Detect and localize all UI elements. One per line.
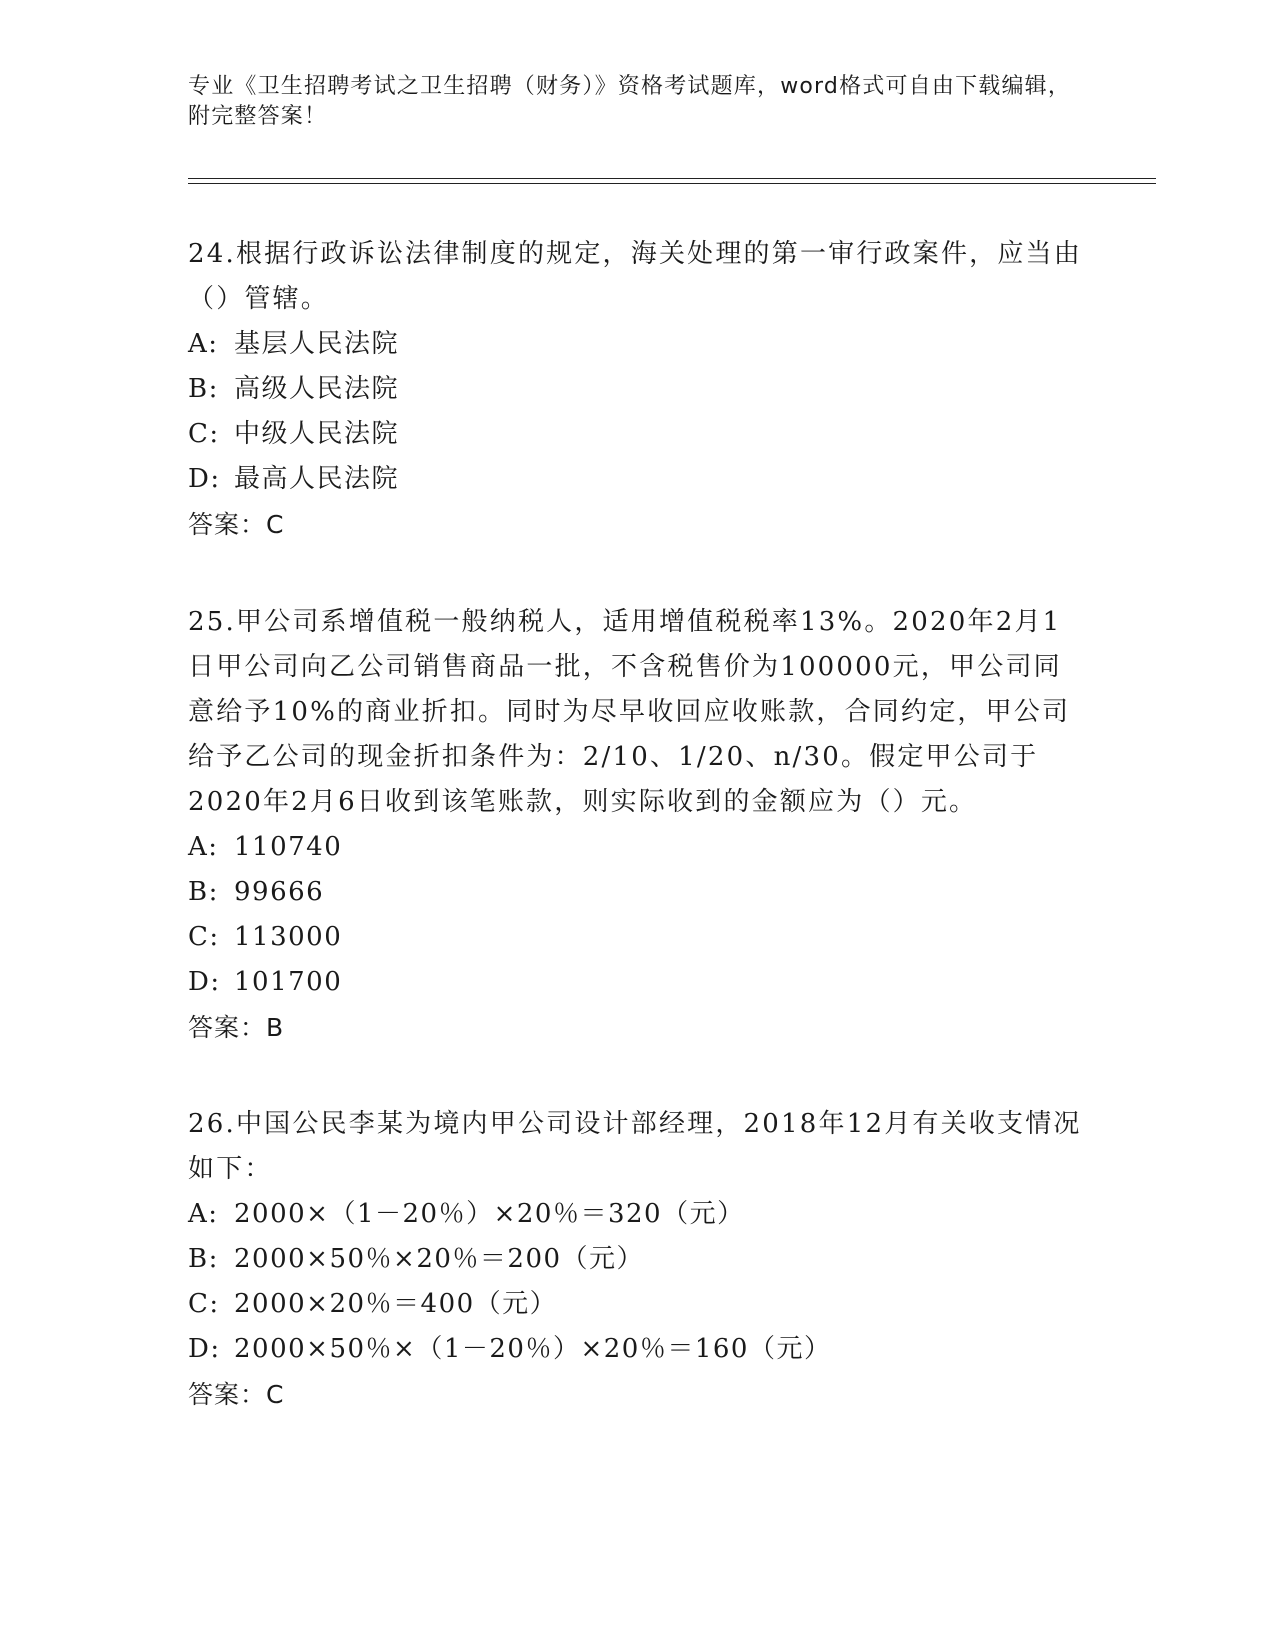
option-letter: A:: [188, 329, 219, 359]
option-c: [188, 412, 1088, 457]
option-letter: C:: [188, 922, 220, 952]
option-letter: B:: [188, 374, 219, 404]
option-d: [188, 457, 1088, 502]
option-c: [188, 1282, 1088, 1327]
question-25: [188, 600, 1088, 1050]
header-divider-top: [188, 178, 1156, 179]
option-text: 2000×（1－20％）×20％＝320（元）: [234, 1199, 745, 1229]
option-text: 高级人民法院: [234, 374, 400, 404]
option-text: 2000×20％＝400（元）: [234, 1289, 558, 1319]
option-text: 101700: [234, 967, 343, 997]
option-text: 2000×50％×20％＝200（元）: [234, 1244, 645, 1274]
option-text: 基层人民法院: [234, 329, 400, 359]
option-letter: C:: [188, 419, 220, 449]
option-b: [188, 1237, 1088, 1282]
option-letter: A:: [188, 832, 219, 862]
option-letter: B:: [188, 877, 219, 907]
option-text: 99666: [234, 877, 325, 907]
question-stem: 26.中国公民李某为境内甲公司设计部经理，2018年12月有关收支情况如下：: [188, 1109, 1082, 1184]
question-24: [188, 232, 1088, 547]
option-letter: D:: [188, 967, 221, 997]
option-text: 2000×50％×（1－20％）×20％＝160（元）: [234, 1334, 832, 1364]
document-description: 专业《卫生招聘考试之卫生招聘（财务）》资格考试题库，word格式可自由下载编辑，附完整答案！: [188, 74, 1072, 129]
answer-line: 答案：C: [188, 1380, 285, 1409]
option-letter: D:: [188, 1334, 221, 1364]
option-text: 113000: [234, 922, 343, 952]
header-divider-bottom: [188, 183, 1156, 184]
option-letter: D:: [188, 464, 221, 494]
option-text: 中级人民法院: [234, 419, 400, 449]
option-b: [188, 367, 1088, 412]
option-text: 110740: [234, 832, 343, 862]
option-letter: B:: [188, 1244, 219, 1274]
option-text: 最高人民法院: [234, 464, 400, 494]
option-a: [188, 825, 1088, 870]
answer-line: 答案：B: [188, 1013, 285, 1042]
option-d: [188, 1327, 1088, 1372]
option-letter: C:: [188, 1289, 220, 1319]
question-26: [188, 1102, 1088, 1417]
option-letter: A:: [188, 1199, 219, 1229]
option-a: [188, 322, 1088, 367]
answer-line: 答案：C: [188, 510, 285, 539]
question-stem: 25.甲公司系增值税一般纳税人，适用增值税税率13%。2020年2月1日甲公司向乙公司销售商品一批，不含税售价为100000元，甲公司同意给予10%的商业折扣。同时为尽早收回应收账款，合同约定，甲公司给予乙公司的现金折扣条件为：2/10、1/20、n/30。假定甲公司于2020年2月6日收到该笔账款，则实际收到的金额应为（）元。: [188, 607, 1071, 817]
option-d: [188, 960, 1088, 1005]
option-b: [188, 870, 1088, 915]
question-stem: 24.根据行政诉讼法律制度的规定，海关处理的第一审行政案件，应当由（）管辖。: [188, 239, 1082, 314]
option-c: [188, 915, 1088, 960]
option-a: [188, 1192, 1088, 1237]
